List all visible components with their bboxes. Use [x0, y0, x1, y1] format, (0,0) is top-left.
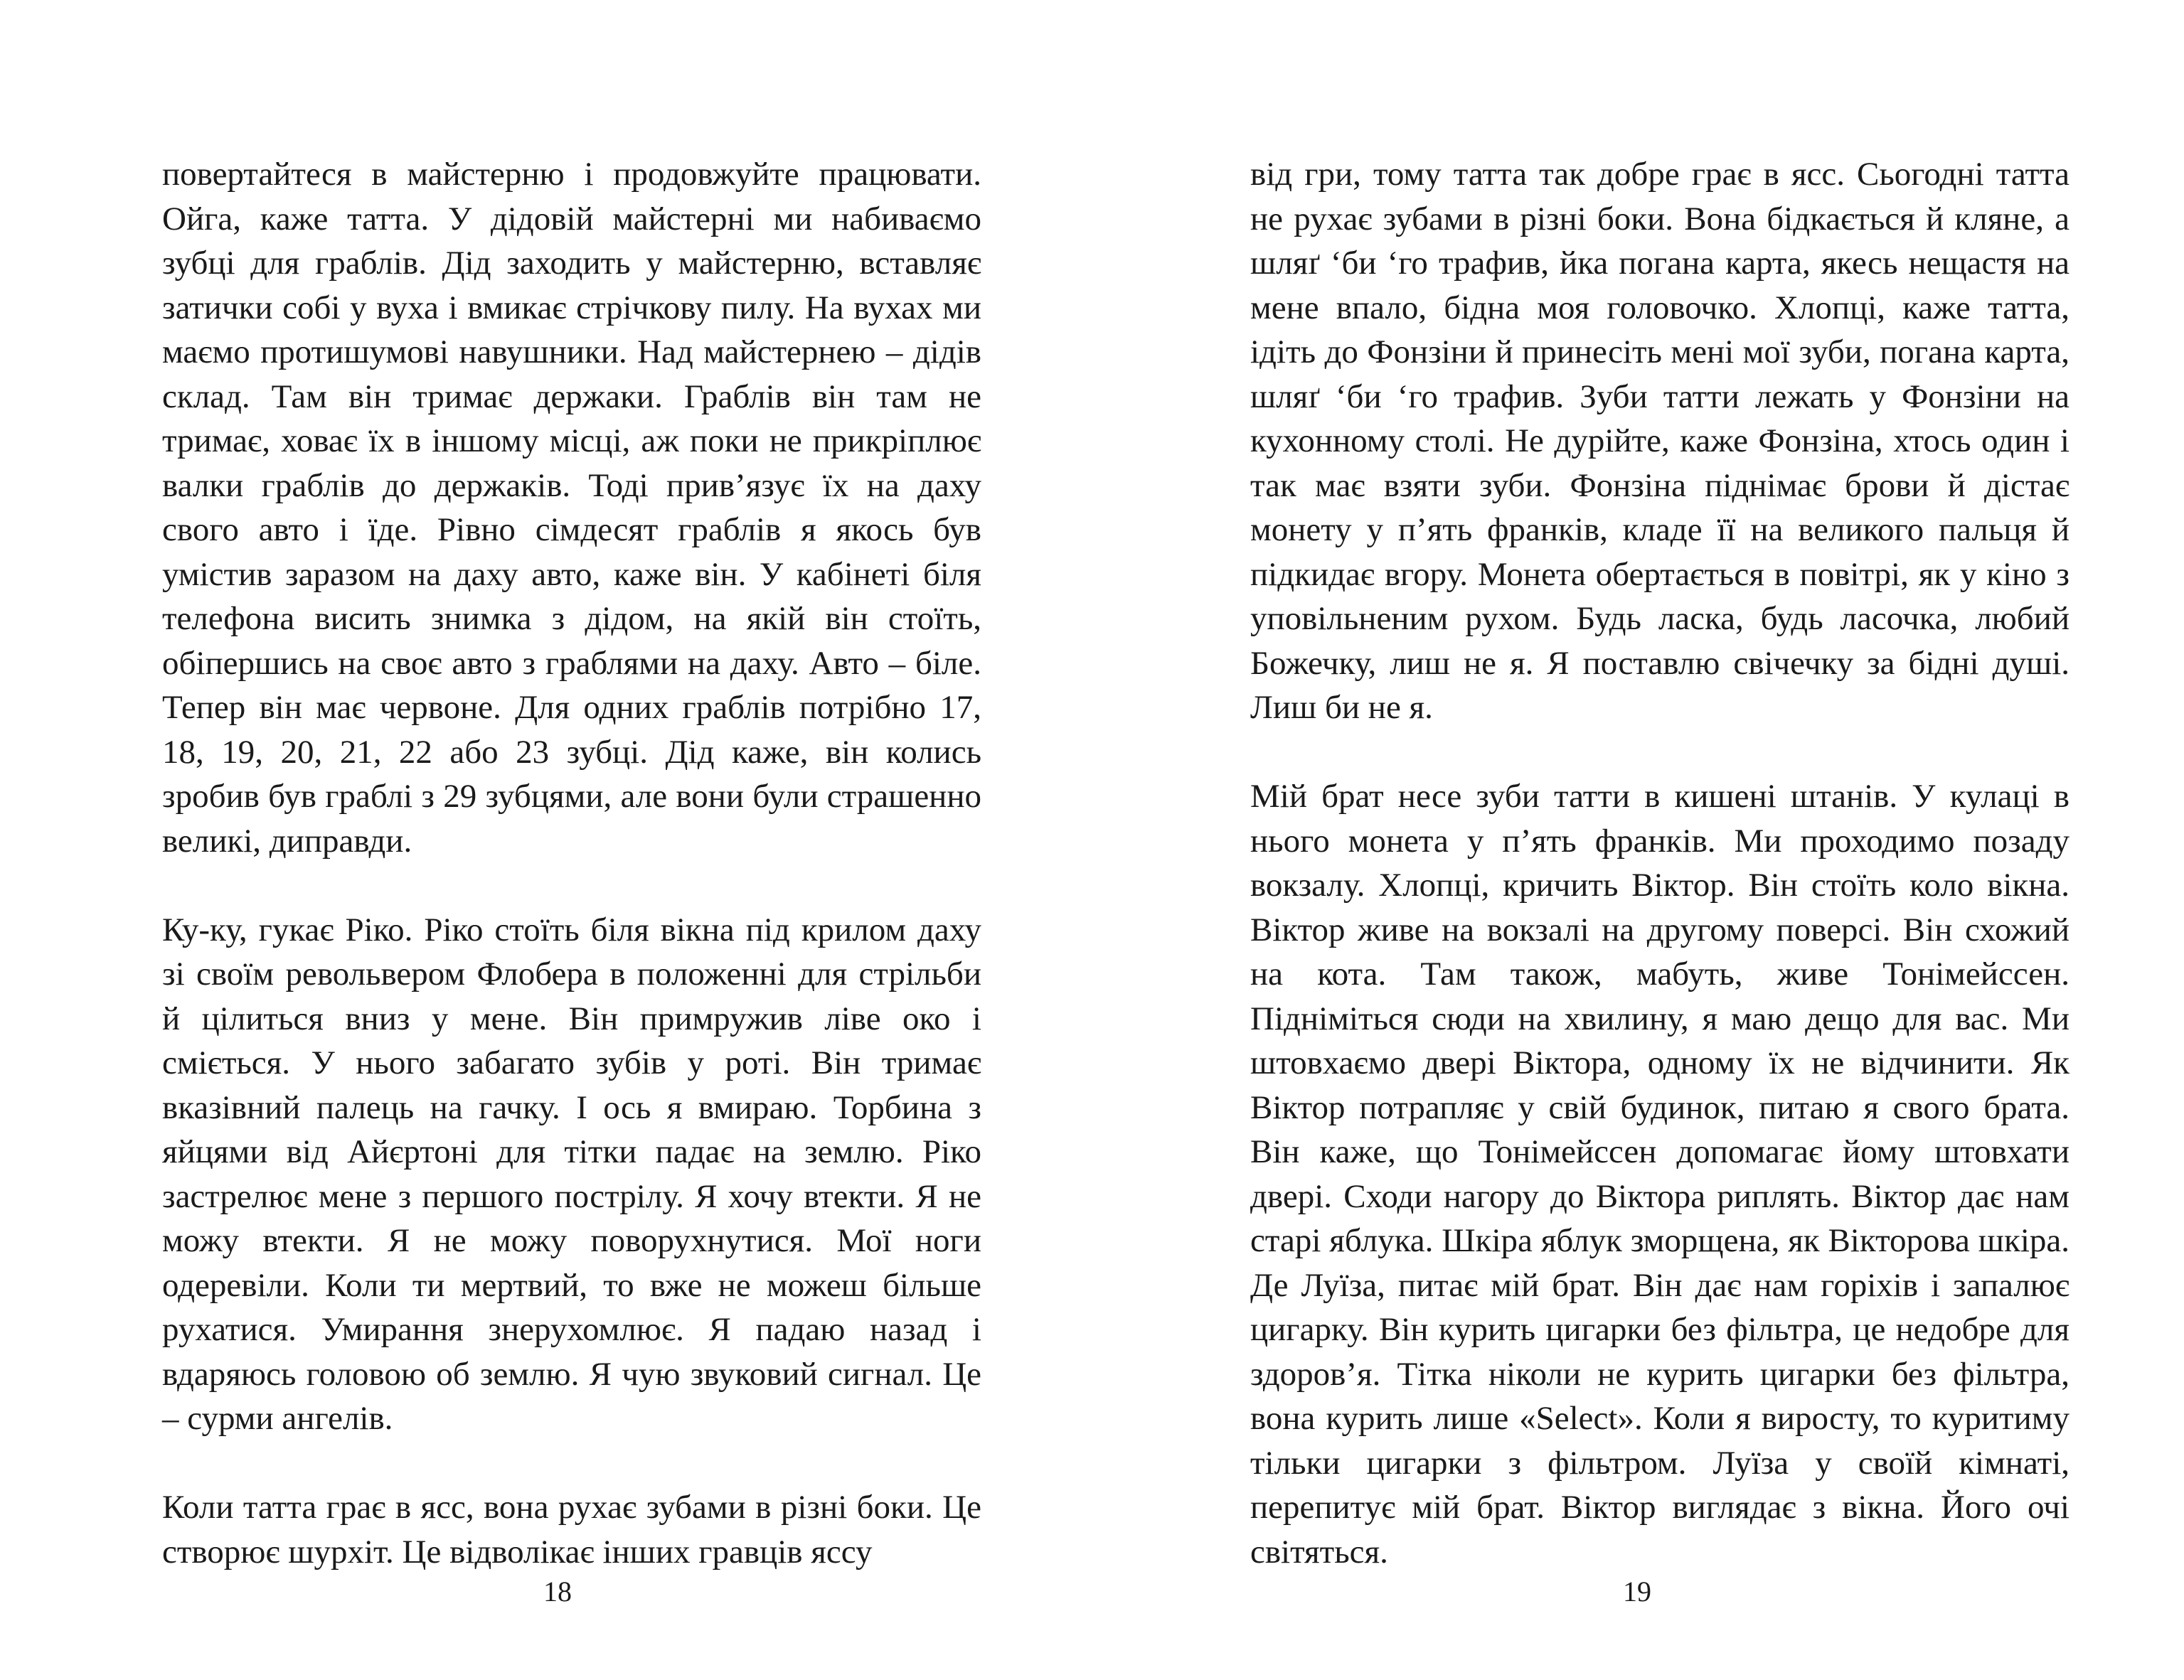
paragraph: Коли татта грає в ясс, вона рухає зубами в різні боки. Це створює шурхіт. Це відволікає інших гравців яссу: [162, 1489, 981, 1571]
page-number: 19: [1623, 1575, 1651, 1607]
paragraph: Мій брат несе зуби татти в кишені штанів. У кулаці в нього монета у п’ять франків. Ми проходимо позаду вокзалу. Хлопці, кричить Віктор. Він стоїть коло вікна. Віктор живе на вокзалі на другому поверсі. Він схожий на кота. Там також, мабуть, живе Тонімейссен. Підніміться сюди на хвилину, я маю дещо для вас. Ми штовхаємо двері Віктора, одному їх не відчинити. Як Віктор потрапляє у свій будинок, питаю я свого брата. Він каже, що Тонімейссен допомагає йому штовхати двері. Сходи нагору до Віктора риплять. Віктор дає нам старі яблука. Шкіра яблук зморщена, як Вікторова шкіра. Де Луїза, питає мій брат. Він дає нам горіхів і запалює цигарку. Він курить цигарки без фільтра, це недобре для здоров’я. Тітка ніколи не курить цигарки без фільтра, вона курить лише «Select». Коли я виросту, то куритиму тільки цигарки з фільтром. Луїза у своїй кімнаті, перепитує мій брат. Віктор виглядає з вікна. Його очі світяться.: [1250, 778, 2070, 1571]
right-page: [1092, 0, 2184, 1680]
paragraph: від гри, тому татта так добре грає в ясс. Сьогодні татта не рухає зубами в різні боки. Вона бідкається й кляне, а шляґ ‘би ‘го трафив, йка погана карта, якесь нещастя на мене впало, бідна моя головочко. Хлопці, каже татта, ідіть до Фонзіни й принесіть мені мої зуби, погана карта, шляґ ‘би ‘го трафив. Зуби татти лежать у Фонзіни на кухонному столі. Не дурійте, каже Фонзіна, хтось один і так має взяти зуби. Фонзіна піднімає брови й дістає монету у п’ять франків, кладе її на великого пальця й підкидає вгору. Монета обертається в повітрі, як у кіно з уповільненим рухом. Будь ласка, будь ласочка, любий Божечку, лиш не я. Я поставлю свічечку за бідні душі. Лиш би не я.: [1250, 156, 2070, 726]
paragraph: повертайтеся в майстерню і продовжуйте працювати. Ойга, каже татта. У дідовій майстерні ми набиваємо зубці для граблів. Дід заходить у майстерню, вставляє затички собі у вуха і вмикає стрічкову пилу. На вухах ми маємо протишумові навушники. Над майстернею – дідів склад. Там він тримає держаки. Граблів він там не тримає, ховає їх в іншому місці, аж поки не прикріплює валки граблів до держаків. Тоді прив’язує їх на даху свого авто і їде. Рівно сімдесят граблів я якось був умістив заразом на даху авто, каже він. У кабінеті біля телефона висить знимка з дідом, на якій він стоїть, обіпершись на своє авто з граблями на даху. Авто – біле. Тепер він має червоне. Для одних граблів потрібно 17, 18, 19, 20, 21, 22 або 23 зубці. Дід каже, він колись зробив був граблі з 29 зубцями, але вони були страшенно великі, диправди.: [162, 156, 981, 860]
page-number: 18: [543, 1575, 572, 1607]
paragraph: Ку-ку, гукає Ріко. Ріко стоїть біля вікна під крилом даху зі своїм револьвером Флобера в положенні для стрільби й цілиться вниз у мене. Він примружив ліве око і сміється. У нього забагато зубів у роті. Він тримає вказівний палець на гачку. І ось я вмираю. Торбина з яйцями від Айєртоні для тітки падає на землю. Ріко застрелює мене з першого пострілу. Я хочу втекти. Я не можу втекти. Я не можу поворухнутися. Мої ноги одеревіли. Коли ти мертвий, то вже не можеш більше рухатися. Умирання знерухомлює. Я падаю назад і вдаряюсь головою об землю. Я чую звуковий сигнал. Це – сурми ангелів.: [162, 911, 981, 1437]
right-page-text: [1250, 152, 2070, 1574]
left-page-text: [162, 152, 981, 1574]
